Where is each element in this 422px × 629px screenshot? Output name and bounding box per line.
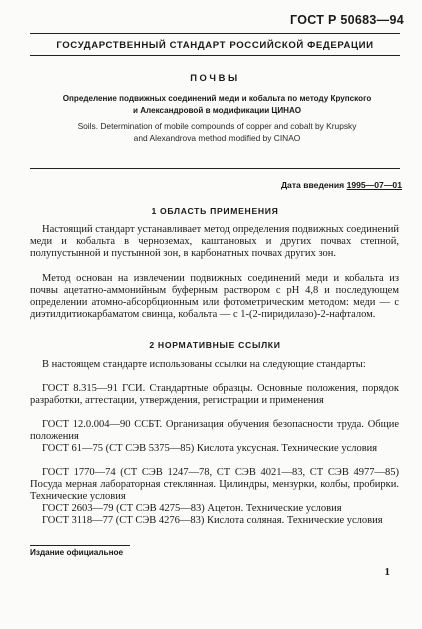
introduction-date [281,180,402,190]
section-2-ref-gost-8315-text: ГОСТ 8.315—91 ГСИ. Стандартные образцы. Основные положения, порядок разработки, аттестации, утверждения, регистрации и применения [30,383,399,406]
section-1-paragraph-1 [30,224,399,260]
section-2-ref-gost-2603 [30,503,399,515]
section-2-paragraph-1-text: В настоящем стандарте использованы ссылки на следующие стандарты: [42,359,366,370]
official-edition-label: Издание официальное [30,548,124,557]
page-number: 1 [384,566,390,578]
organization-rule [30,55,400,56]
section-2-heading: 2 НОРМАТИВНЫЕ ССЫЛКИ [149,340,281,350]
section-2-ref-gost-61 [30,443,399,455]
subtitle-ru-line-2: и Александровой в модификации ЦИНАО [132,105,302,115]
top-rule [30,33,400,34]
section-1-paragraph-2-text: Метод основан на извлечении подвижных соединений меди и кобальта из почвы ацетатно-аммонийным буферным раствором с pH 4,8 и последующем определении атомно-абсорбционным или фотометрическим методом: меди — с диэтилдитиокарбаматом свинца, кобальта — с 1-(2-пиридилазо)-2-нафталом. [30,273,399,320]
section-2-paragraph-1 [30,359,399,371]
title-rule [30,168,400,169]
section-2-ref-gost-61-text: ГОСТ 61—75 (СТ СЭВ 5375—85) Кислота уксусная. Технические условия [42,443,378,454]
section-2-ref-gost-1770 [30,467,399,503]
section-1-heading: 1 ОБЛАСТЬ ПРИМЕНЕНИЯ [151,206,279,216]
subtitle-ru-line-1: Определение подвижных соединений меди и кобальта по методу Крупского [62,94,372,103]
introduction-date-value: 1995—07—01 [346,180,402,190]
section-1-paragraph-2 [30,273,399,321]
subtitle-en-line-1: Soils. Determination of mobile compounds of copper and cobalt by Krupsky [77,121,357,131]
footer-rule [30,545,130,546]
subtitle-english [36,121,398,144]
section-2-ref-gost-2603-text: ГОСТ 2603—79 (СТ СЭВ 4275—83) Ацетон. Технические условия [42,503,342,514]
section-2-ref-gost-3118-text: ГОСТ 3118—77 (СТ СЭВ 4276—83) Кислота соляная. Технические условия [42,515,383,526]
section-2-ref-gost-120004 [30,419,399,443]
doc-number: ГОСТ Р 50683—94 [290,13,404,27]
subtitle-russian [36,93,398,116]
section-2-ref-gost-120004-text: ГОСТ 12.0.004—90 ССБТ. Организация обучения безопасности труда. Общие положения [30,419,399,442]
section-2-ref-gost-3118 [30,515,399,527]
section-2-ref-gost-8315 [30,383,399,407]
section-1-paragraph-1-text: Настоящий стандарт устанавливает метод определения подвижных соединений меди и кобальта в черноземах, каштановых и других почвах степной, полупустынной и пустынной зон, в карбонатных почвах других зон. [30,224,399,259]
organization-header: ГОСУДАРСТВЕННЫЙ СТАНДАРТ РОССИЙСКОЙ ФЕДЕРАЦИИ [56,40,374,51]
section-2-ref-gost-1770-text: ГОСТ 1770—74 (СТ СЭВ 1247—78, СТ СЭВ 4021—83, СТ СЭВ 4977—85) Посуда мерная лабораторная стеклянная. Цилиндры, мензурки, колбы, пробирки. Технические условия [30,467,399,502]
subtitle-en-line-2: and Alexandrova method modified by CINAO [133,132,301,143]
introduction-date-label: Дата введения [280,180,345,190]
document-title: ПОЧВЫ [190,72,240,83]
